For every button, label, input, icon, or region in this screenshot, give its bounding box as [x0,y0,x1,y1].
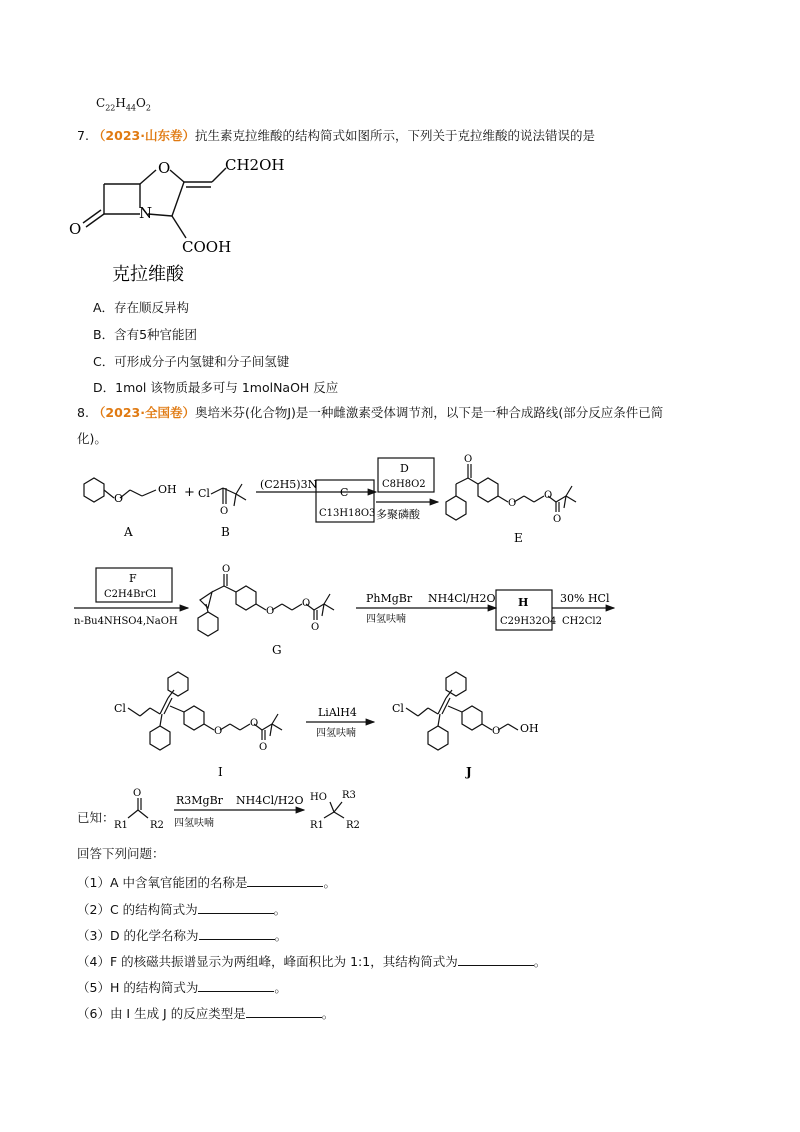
q7-option-c: C．可形成分子内氢键和分子间氢键 [93,354,290,369]
answer-blank-3[interactable] [199,925,275,940]
q7-source: （2023·山东卷） [92,128,195,143]
g-carbonyl-o: O [311,622,320,633]
plus-sign: + [184,485,195,500]
a-ether-o: O [114,492,124,505]
g-ester-o: O [302,598,311,609]
q7-option-b: B．含有5种官能团 [93,327,198,342]
known-r3: R3 [342,790,356,801]
q8-stem-text: 奥培米芬(化合物J)是一种雌激素受体调节剂，以下是一种合成路线(部分反应条件已简 [194,405,664,420]
known-r3mgbr: R3MgBr [176,794,223,807]
reagent-et3n: (C2H5)3N [260,478,318,491]
known-label: 已知： [77,810,115,825]
answer-intro: 回答下列问题： [77,846,165,861]
reagent-phmgbr: PhMgBr [366,592,413,605]
i-cl: Cl [114,702,126,715]
ring-nitrogen: N [139,204,153,222]
reagent-ch2cl2: CH2Cl2 [562,616,602,627]
q8-stem-line2: 化)。 [77,431,107,446]
q7-stem-text: 抗生素克拉维酸的结构简式如图所示，下列关于克拉维酸的说法错误的是 [194,128,595,143]
q7-option-a: A．存在顺反异构 [93,300,190,315]
g-ether-o: O [266,606,275,617]
label-c: C [340,486,349,499]
synthesis-scheme [66,450,626,795]
cooh-label: COOH [182,238,232,256]
e-ether-o: O [508,498,517,509]
label-d: D [400,462,409,475]
c-formula: C13H18O3 [319,508,376,519]
b-o: O [220,506,229,517]
f-formula: C2H4BrCl [104,589,157,600]
known-nh4cl: NH4Cl/H2O [236,794,304,807]
known-r1: R1 [114,820,128,831]
known-r2: R2 [150,820,164,831]
known-r2-product: R2 [346,820,360,831]
label-a: A [124,525,133,539]
i-ether-o: O [214,726,223,737]
reagent-thf-2: 四氢呋喃 [316,728,356,739]
e-ketone-o: O [464,454,473,465]
keto-oxygen: O [69,220,82,238]
answer-blank-1[interactable] [247,872,323,887]
label-b: B [221,525,230,539]
structure-caption: 克拉维酸 [112,264,184,285]
subquestion-3: （3）D 的化学名称为 。 [77,925,287,945]
g-ketone-o: O [222,564,231,575]
subquestion-4: （4）F 的核磁共振谱显示为两组峰，峰面积比为 1:1，其结构简式为 。 [77,951,546,971]
f-conditions: n-Bu4NHSO4,NaOH [74,616,178,627]
b-cl: Cl [198,487,210,500]
subquestion-2: （2）C 的结构简式为 。 [77,899,286,919]
i-ester-o: O [250,718,259,729]
subquestion-5: （5）H 的结构简式为 。 [77,977,287,997]
a-oh: OH [158,483,177,496]
label-e: E [514,531,523,545]
label-h: H [518,596,529,609]
ring-oxygen: O [158,159,171,177]
label-f: F [129,572,137,585]
j-oh: OH [520,722,539,735]
q8-number: 8. [77,405,89,420]
answer-blank-2[interactable] [198,899,274,914]
e-ester-o: O [544,490,553,501]
subquestion-6: （6）由 I 生成 J 的反应类型是 。 [77,1003,334,1023]
label-i: I [218,765,223,779]
known-r1-product: R1 [310,820,324,831]
known-ho: HO [310,792,327,803]
label-g: G [272,643,282,657]
q7-number: 7. [77,128,89,143]
i-carbonyl-o: O [259,742,268,753]
ch2oh-label: CH2OH [225,156,285,174]
q7-stem [77,127,595,145]
clavulanic-acid-structure [60,148,320,288]
answer-blank-5[interactable] [198,977,274,992]
answer-blank-6[interactable] [246,1003,322,1018]
ppa-label: 多聚磷酸 [376,508,420,521]
e-carbonyl-o: O [553,514,562,525]
reagent-nh4cl: NH4Cl/H2O [428,592,496,605]
j-cl: Cl [392,702,404,715]
answer-blank-4[interactable] [458,951,534,966]
known-reaction [112,784,372,834]
h-formula: C29H32O4 [500,616,557,627]
reagent-thf: 四氢呋喃 [366,614,406,625]
reagent-hcl: 30% HCl [560,592,610,605]
reagent-lialh4: LiAlH4 [318,706,357,719]
known-thf: 四氢呋喃 [174,818,214,829]
label-j: J [466,765,472,779]
known-o: O [133,788,142,799]
q8-source: （2023·全国卷） [92,405,195,420]
formula-c22h44o2: $C_{22}H_{44}O_2$ [96,96,151,113]
subquestion-1: （1）A 中含氧官能团的名称是 。 [77,872,336,892]
q8-stem-line1 [77,404,663,422]
q7-option-d: D．1mol 该物质最多可与 1molNaOH 反应 [93,380,339,395]
d-formula: C8H8O2 [382,479,426,490]
j-ether-o: O [492,726,501,737]
